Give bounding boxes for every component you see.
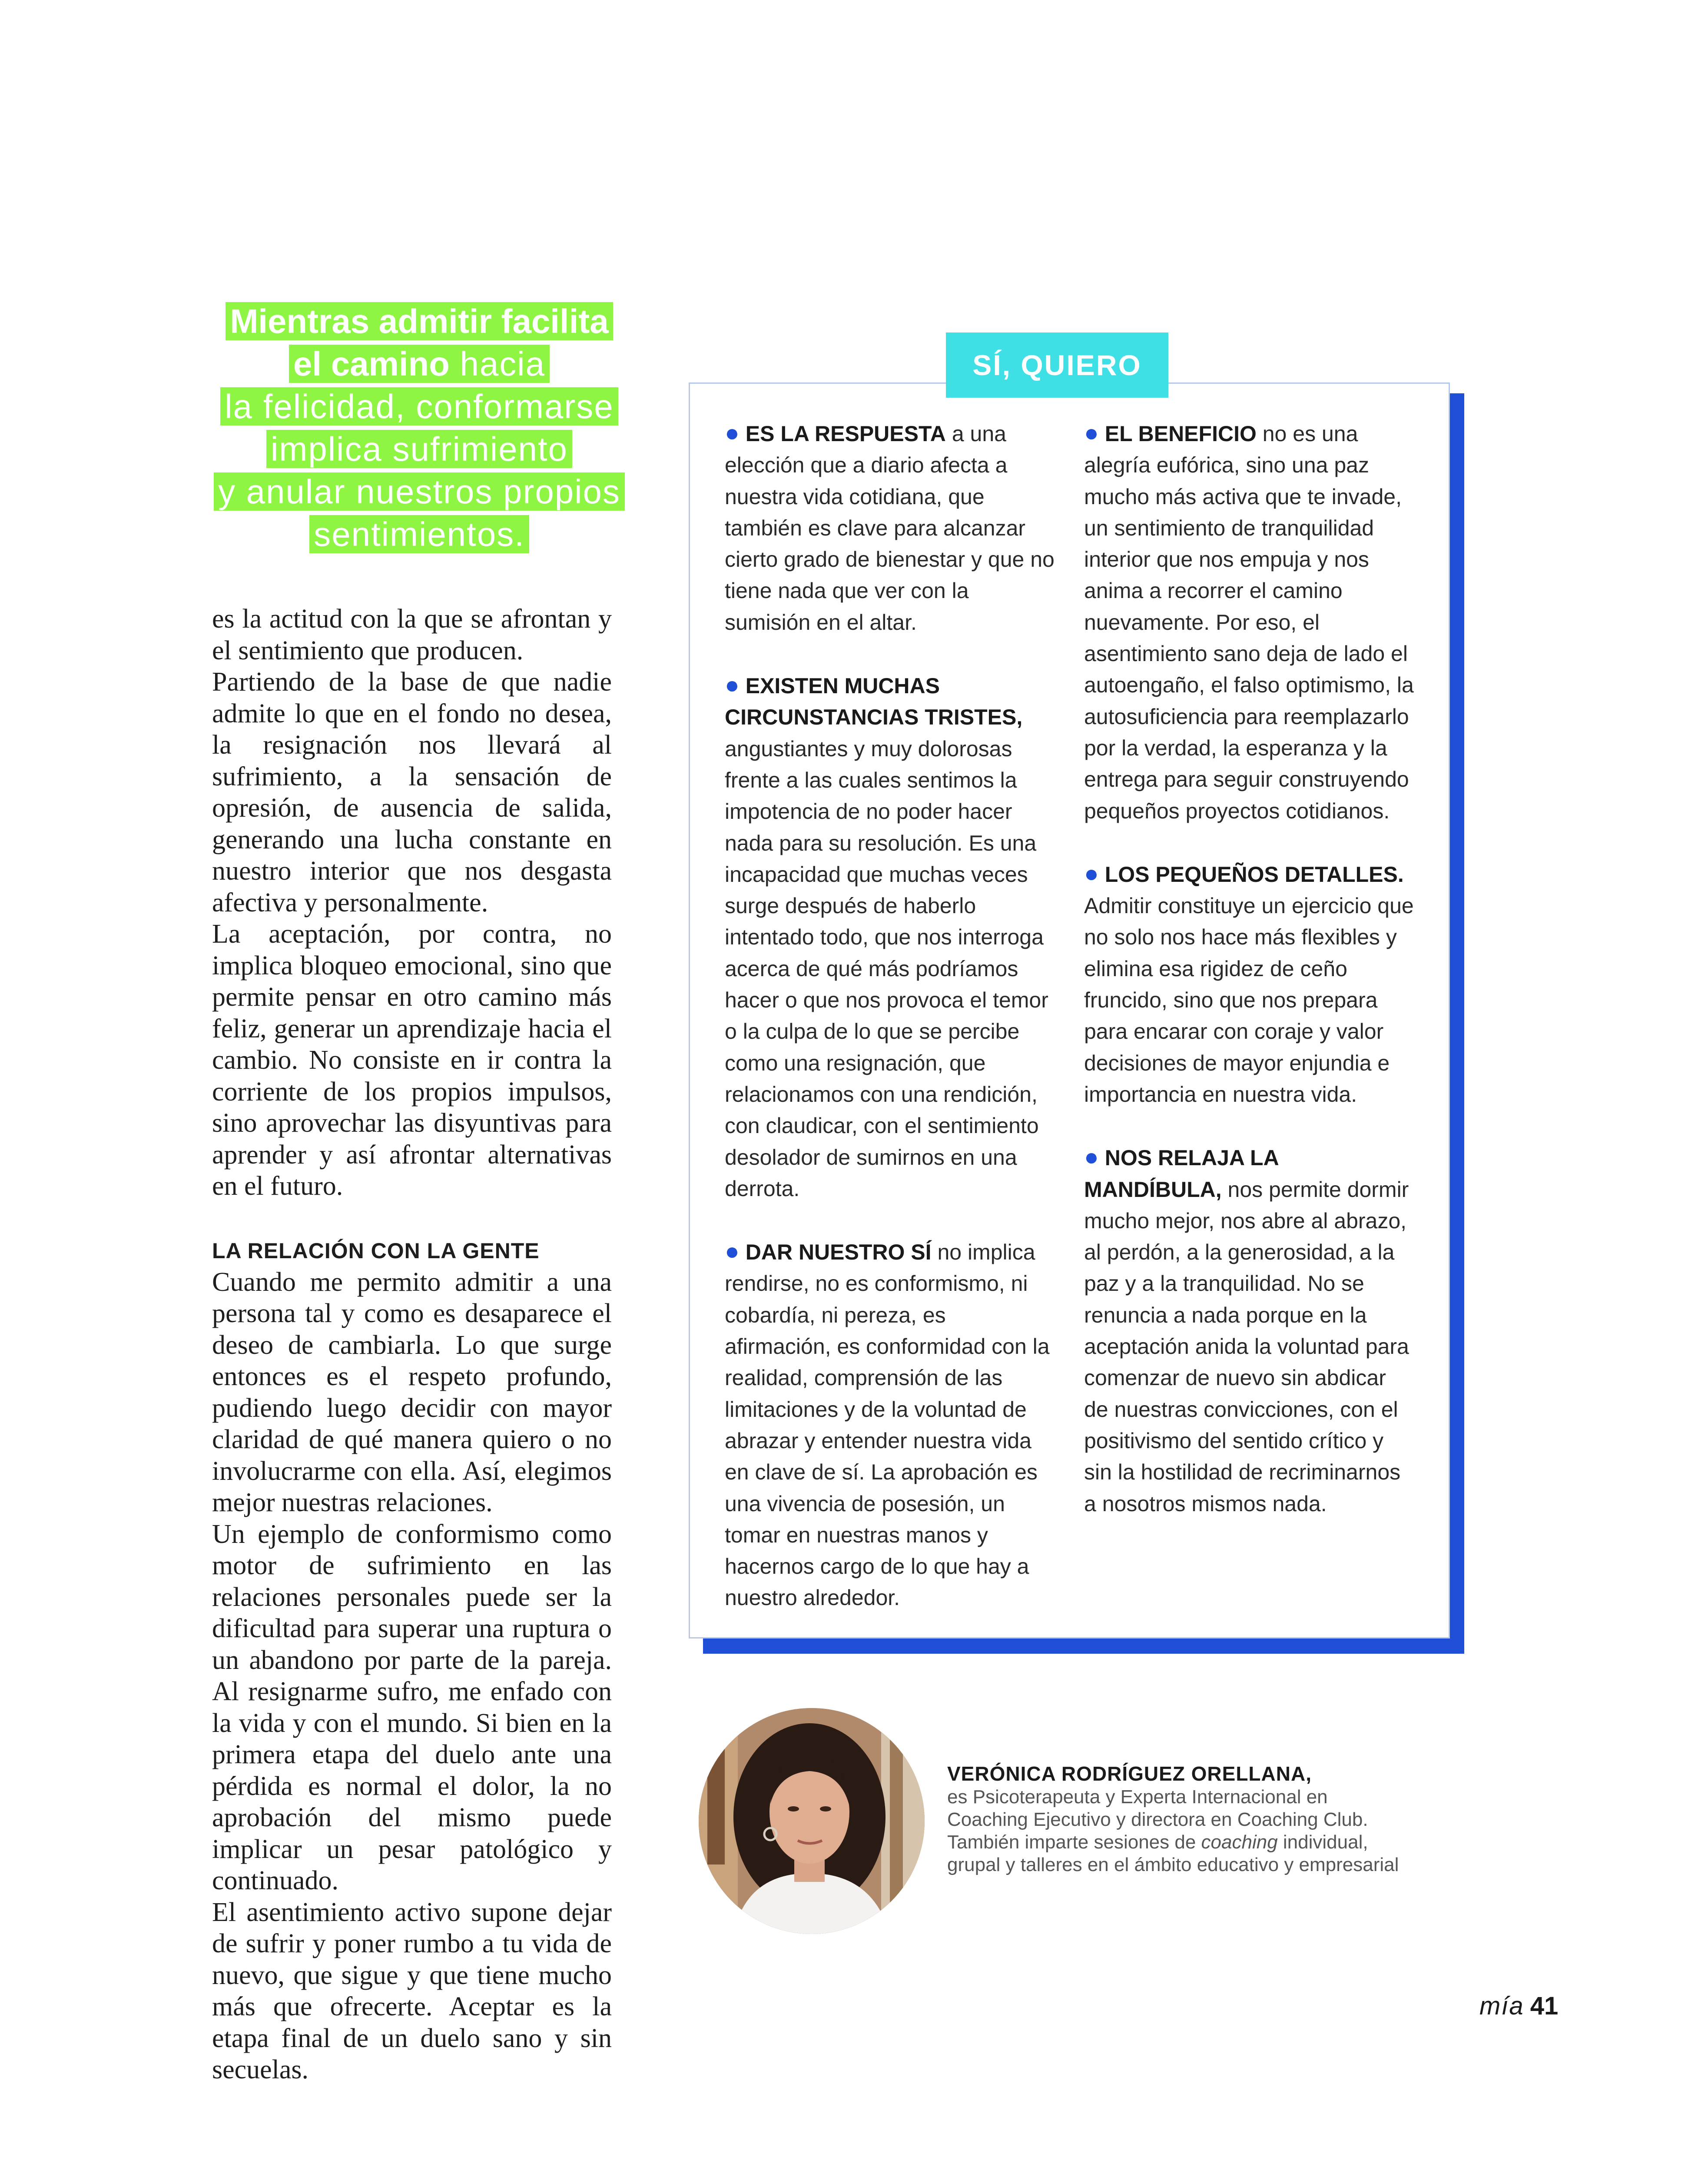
sidebar-item-lead: NOS RELAJA LA MANDÍBULA,	[1084, 1146, 1278, 1202]
author-name: VERÓNICA RODRÍGUEZ ORELLANA,	[947, 1762, 1312, 1785]
sidebar-item	[1084, 858, 1414, 1110]
body-paragraph: Un ejemplo de conformismo como motor de sufrimiento en las relaciones personales puede ser la dificultad para superar una ruptura o un abandono por parte de la pareja. Al resignarme sufro, me enfado con la vida y con el mundo. Si bien en la primera etapa del duelo ante una pérdida es normal el dolor, la no aprobación del mismo puede implicar un pesar patológico y continuado.	[212, 1519, 612, 1895]
sidebar-item	[725, 417, 1055, 638]
bullet-icon: ●	[725, 671, 740, 699]
pull-quote-line: sentimientos.	[309, 515, 529, 553]
sidebar-item-text: Admitir constituye un ejercicio que no solo nos hace más flexibles y elimina esa rigidez de ceño fruncido, sino que nos prepara para encarar con coraje y valor decisiones de mayor enjundia e importancia en nuestra vida.	[1084, 894, 1414, 1107]
pull-quote	[198, 300, 641, 555]
author-photo	[699, 1708, 925, 1934]
sidebar-tab: SÍ, QUIERO	[946, 332, 1168, 398]
author-bio	[947, 1762, 1408, 1876]
sidebar-item-text: no implica rendirse, no es conformismo, ni cobardía, ni pereza, es afirmación, es conformidad con la realidad, comprensión de las limitaciones y de la voluntad de abrazar y entender nuestra vida en clave de sí. La aprobación es una vivencia de posesión, un tomar en nuestras manos y hacernos cargo de lo que hay a nuestro alrededor.	[725, 1240, 1050, 1610]
body-paragraph: El asentimiento activo supone dejar de sufrir y poner rumbo a tu vida de nuevo, que sigue y que tiene mucho más que ofrecerte. Aceptar es la etapa final de un duelo sano y sin secuelas.	[212, 1897, 612, 2084]
sidebar-item-text: a una elección que a diario afecta a nuestra vida cotidiana, que también es clave para alcanzar cierto grado de bienestar y que no tiene nada que ver con la sumisión en el altar.	[725, 422, 1055, 635]
pull-quote-line: y anular nuestros propios	[214, 472, 625, 511]
sidebar-column-left	[725, 417, 1055, 1645]
pull-quote-line: el camino	[293, 345, 450, 383]
sidebar-item	[725, 669, 1055, 1204]
bullet-icon: ●	[1084, 1143, 1099, 1171]
section-heading: LA RELACIÓN CON LA GENTE	[212, 1238, 540, 1263]
sidebar-item-lead: EL BENEFICIO	[1104, 422, 1257, 446]
sidebar-item	[1084, 1141, 1414, 1519]
body-paragraph: Cuando me permito admitir a una persona tal y como es desaparece el deseo de cambiarla. Lo que surge entonces es el respeto profundo, pudiendo luego decidir con mayor claridad de qué manera quiero o no involucrarme con ella. Así, elegimos mejor nuestras relaciones.	[212, 1267, 612, 1517]
pull-quote-line: la felicidad, conformarse	[220, 387, 618, 425]
pull-quote-line: Mientras admitir facilita	[230, 302, 609, 340]
sidebar-column-right	[1084, 417, 1414, 1551]
article-body	[212, 603, 612, 2086]
pull-quote-line: implica sufrimiento	[266, 430, 572, 468]
body-paragraph: Partiendo de la base de que nadie admite lo que en el fondo no desea, la resignación nos llevará al sufrimiento, a la sensación de opresión, de ausencia de salida, generando una lucha constante en nuestro interior que nos desgasta afectiva y personalmente.	[212, 667, 612, 917]
author-bio-text: es Psicoterapeuta y Experta Internacional en Coaching Ejecutivo y directora en Coaching Club. También imparte sesiones de	[947, 1786, 1368, 1853]
page-folio	[1479, 1991, 1558, 2021]
pull-quote-line: hacia	[449, 345, 545, 383]
sidebar-item	[1084, 417, 1414, 827]
author-bio-emphasis: coaching	[1201, 1831, 1278, 1853]
body-paragraph: La aceptación, por contra, no implica bloqueo emocional, sino que permite pensar en otro camino más feliz, generar un aprendizaje hacia el cambio. No consiste en ir contra la corriente de los propios impulsos, sino aprovechar las disyuntivas para aprender y así afrontar alternativas en el futuro.	[212, 919, 612, 1201]
body-paragraph: es la actitud con la que se afrontan y el sentimiento que producen.	[212, 604, 612, 665]
sidebar-item-lead: LOS PEQUEÑOS DETALLES.	[1104, 862, 1404, 887]
bullet-icon: ●	[725, 1237, 740, 1265]
bullet-icon: ●	[1084, 859, 1099, 887]
sidebar-item-lead: EXISTEN MUCHAS CIRCUNSTANCIAS TRISTES,	[725, 674, 1023, 730]
sidebar-item-lead: DAR NUESTRO SÍ	[745, 1240, 932, 1265]
author-bio-text: individual, grupal y talleres en el ámbito educativo y empresarial	[947, 1831, 1399, 1875]
magazine-name: mía	[1479, 1992, 1524, 2020]
sidebar-item	[725, 1236, 1055, 1614]
sidebar-item-text: no es una alegría eufórica, sino una paz mucho más activa que te invade, un sentimiento de tranquilidad interior que nos empuja y nos anima a recorrer el camino nuevamente. Por eso, el asentimiento sano deja de lado el autoengaño, el falso optimismo, la autosuficiencia para reemplazarlo por la verdad, la esperanza y la entrega para seguir construyendo pequeños proyectos cotidianos.	[1084, 422, 1414, 823]
sidebar-item-lead: ES LA RESPUESTA	[745, 422, 946, 446]
bullet-icon: ●	[725, 419, 740, 446]
author-portrait-icon	[699, 1708, 925, 1934]
bullet-icon: ●	[1084, 419, 1099, 446]
sidebar-item-text: angustiantes y muy dolorosas frente a las cuales sentimos la impotencia de no poder hacer nada para su resolución. Es una incapacidad que muchas veces surge después de haberlo intentado todo, que nos interroga acerca de qué más podríamos hacer o que nos provoca el temor o la culpa de lo que se percibe como una resignación, que relacionamos con una rendición, con claudicar, con el sentimiento desolador de sumirnos en una derrota.	[725, 736, 1048, 1201]
sidebar-item-text: nos permite dormir mucho mejor, nos abre al abrazo, al perdón, a la generosidad, a la paz y a la tranquilidad. No se renuncia a nada porque en la aceptación anida la voluntad para comenzar de nuevo sin abdicar de nuestras convicciones, con el positivismo del sentido crítico y sin la hostilidad de recriminarnos a nosotros mismos nada.	[1084, 1177, 1409, 1516]
page-number: 41	[1530, 1992, 1559, 2020]
